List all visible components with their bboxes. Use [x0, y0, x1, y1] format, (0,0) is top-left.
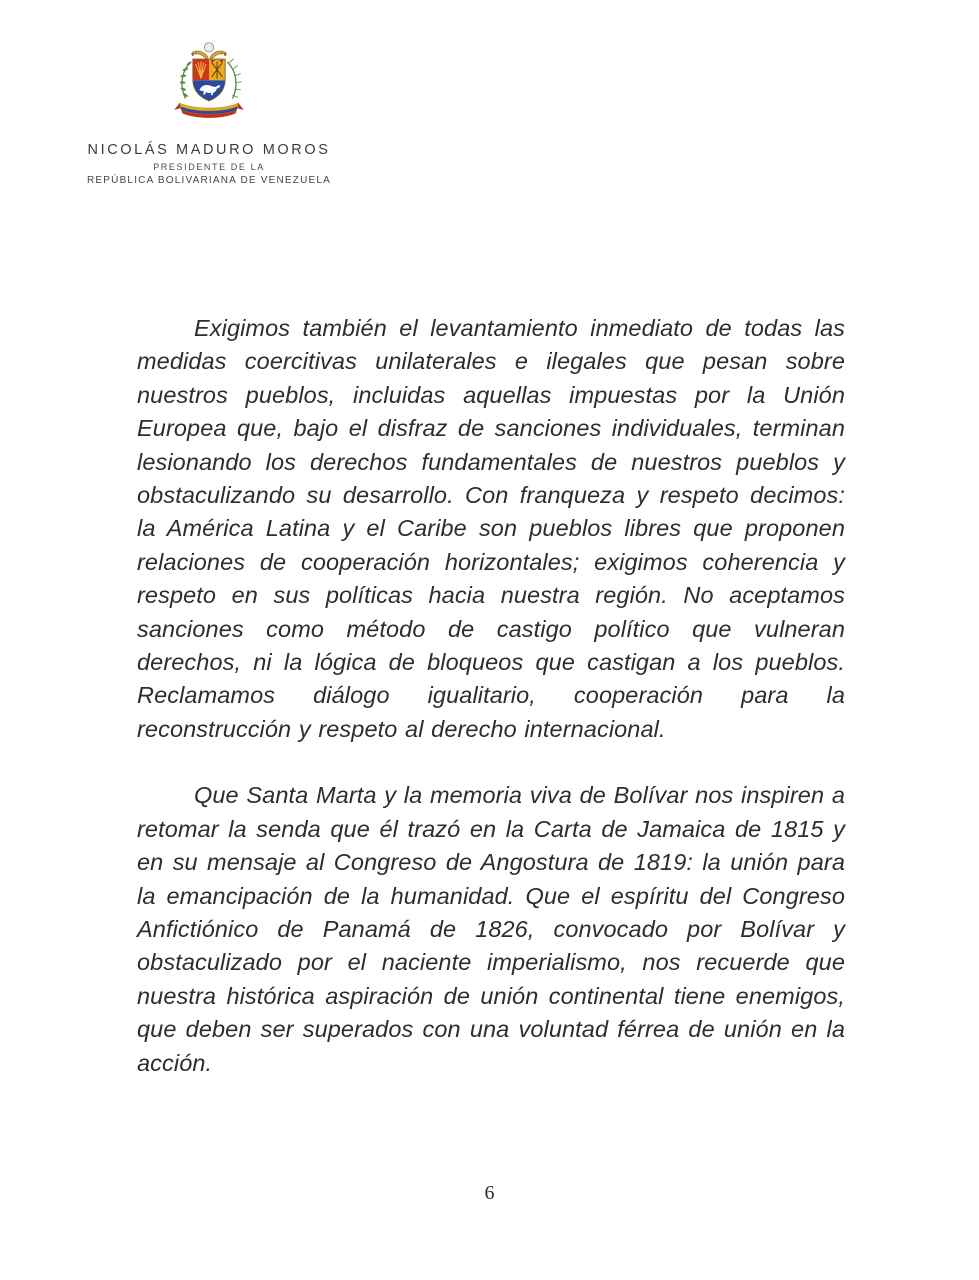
letterhead-name: NICOLÁS MADURO MOROS — [87, 142, 331, 158]
letterhead-title: PRESIDENTE DE LA — [153, 162, 265, 172]
paragraph-1: Exigimos también el levantamiento inmediato de todas las medidas coercitivas unilaterales e ilegales que pesan sobre nuestros pueblos, incluidas aquellas impuestas por la Unión Europea que, bajo el disfraz de sanciones individuales, terminan lesionando los derechos fundamentales de nuestros pueblos y obstaculizando su desarrollo. Con franqueza y respeto decimos: la América Latina y el Caribe son pueblos libres que proponen relaciones de cooperación horizontales; exigimos coherencia y respeto en sus políticas hacia nuestra región. No aceptamos sanciones como método de castigo político que vulneran derechos, ni la lógica de bloqueos que castigan a los pueblos. Reclamamos diálogo igualitario, cooperación para la reconstrucción y respeto al derecho internacional. — [137, 315, 845, 742]
letterhead-subtitle: REPÚBLICA BOLIVARIANA DE VENEZUELA — [86, 175, 332, 186]
page-number: 6 — [484, 1182, 495, 1204]
document-body — [137, 312, 845, 1080]
letterhead — [68, 36, 350, 186]
paragraph-2: Que Santa Marta y la memoria viva de Bolívar nos inspiren a retomar la senda que él trazó en la Carta de Jamaica de 1815 y en su mensaje al Congreso de Angostura de 1819: la unión para la emancipación de la humanidad. Que el espíritu del Congreso Anfictiónico de Panamá de 1826, convocado por Bolívar y obstaculizado por el naciente imperialismo, nos recuerde que nuestra histórica aspiración de unión continental tiene enemigos, que deben ser superados con una voluntad férrea de unión en la acción. — [137, 782, 845, 1076]
venezuela-coat-of-arms-icon — [165, 36, 253, 132]
